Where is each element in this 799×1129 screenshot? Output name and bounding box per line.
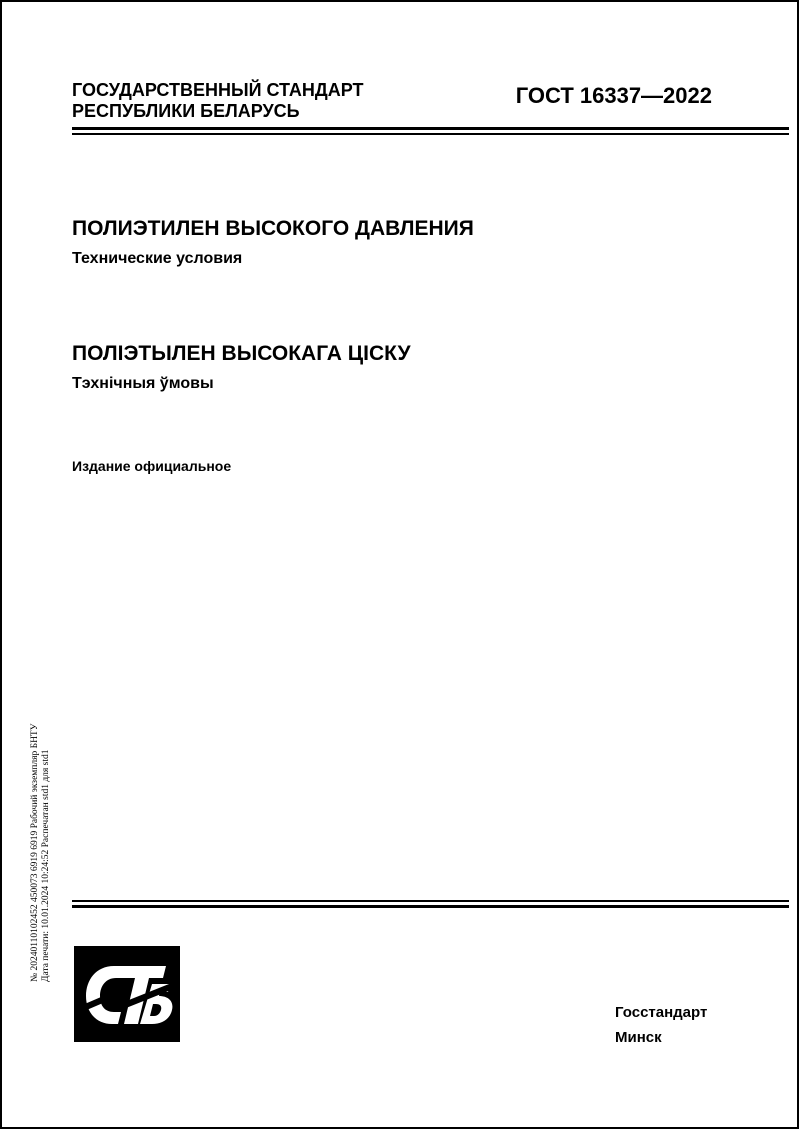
print-stamp-line-2: Дата печати: 10.01.2024 10:24:52 Распечатан std1 для std1 [41,749,51,982]
subtitle-belarusian: Тэхнічныя ўмовы [72,375,214,392]
subtitle-russian: Технические условия [72,250,243,267]
stb-logo-graphic [74,946,180,1042]
authority-line-1: ГОСУДАРСТВЕННЫЙ СТАНДАРТ [72,80,364,100]
edition-label: Издание официальное [72,458,232,474]
stb-logo-icon [74,946,180,1042]
title-belarusian: ПОЛІЭТЫЛЕН ВЫСОКАГА ЦІСКУ [72,342,411,365]
header-rule-thin [72,133,789,135]
footer-rule-thin [72,900,789,902]
authority-line-2: РЕСПУБЛИКИ БЕЛАРУСЬ [72,100,300,121]
footer-rule-thick [72,905,789,908]
print-stamp-line-1: № 20240110102452 450073 6919 6919 Рабочий экземпляр БНТУ [30,723,40,982]
publisher-name: Госстандарт [615,1004,708,1021]
header-rule-thick [72,127,789,130]
print-stamp [30,592,60,982]
title-russian: ПОЛИЭТИЛЕН ВЫСОКОГО ДАВЛЕНИЯ [72,217,474,240]
publisher-city: Минск [615,1029,662,1046]
standard-number: ГОСТ 16337—2022 [515,83,712,108]
issuing-authority [72,80,364,121]
